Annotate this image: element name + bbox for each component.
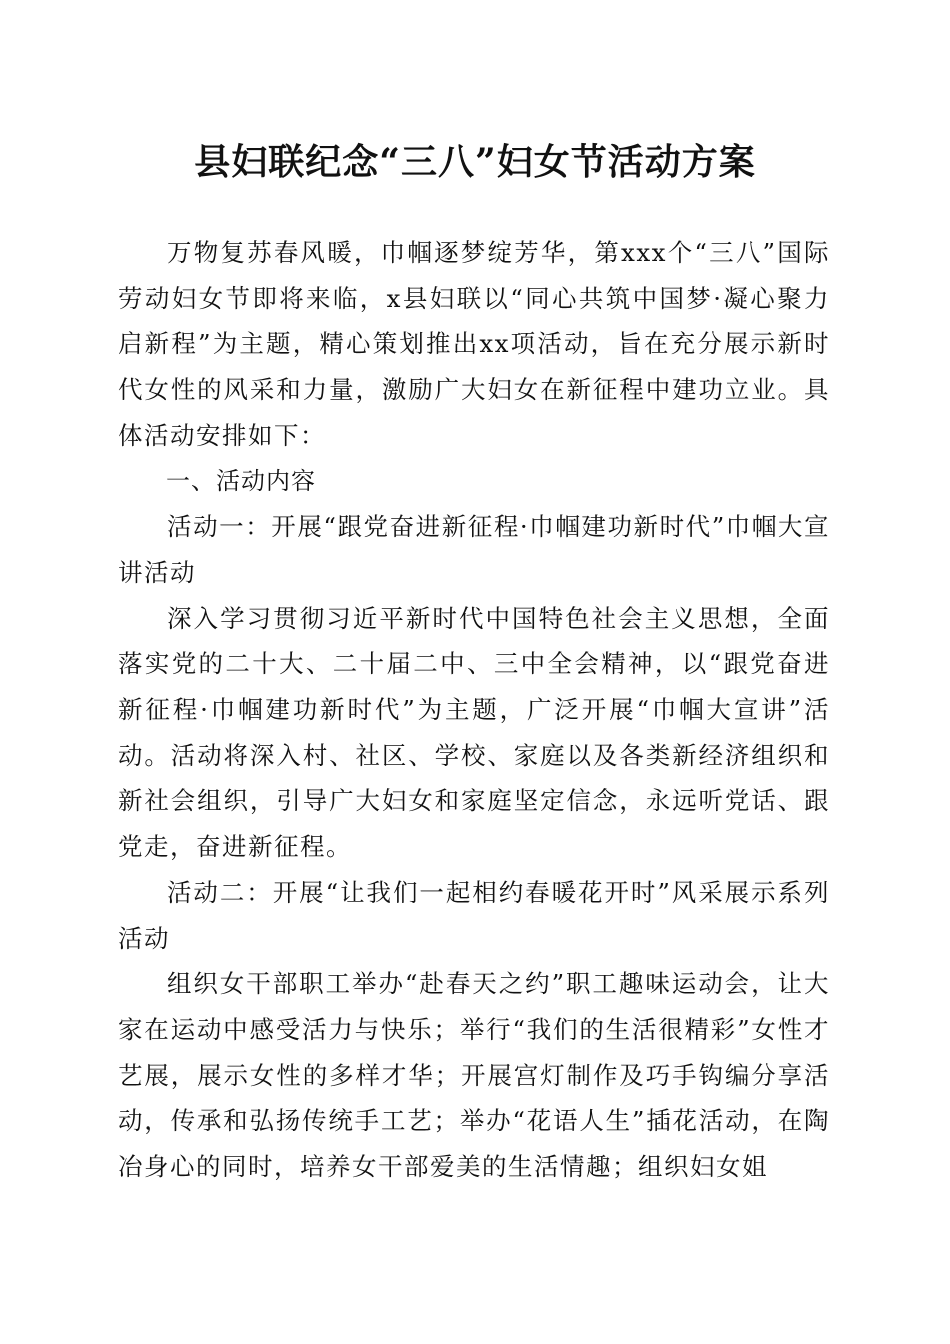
- activity-two-paragraph: 组织女干部职工举办“赴春天之约”职工趣味运动会，让大家在运动中感受活力与快乐；举行“我们的生活很精彩”女性才艺展，展示女性的多样才华；开展宫灯制作及巧手钩编分享活动，传承和弘扬传统手工艺；举办“花语人生”插花活动，在陶冶身心的同时，培养女干部爱美的生活情趣；组织妇女姐: [118, 969, 830, 1182]
- activity-one-title: 活动一：开展“跟党奋进新征程·巾帼建功新时代”巾帼大宣讲活动: [118, 512, 830, 587]
- intro-paragraph: 万物复苏春风暖，巾帼逐梦绽芳华，第xxx个“三八”国际劳动妇女节即将来临，x县妇联以“同心共筑中国梦·凝心聚力启新程”为主题，精心策划推出xx项活动，旨在充分展示新时代女性的风采和力量，激励广大妇女在新征程中建功立业。具体活动安排如下：: [118, 238, 830, 450]
- activity-one-paragraph: 深入学习贯彻习近平新时代中国特色社会主义思想，全面落实党的二十大、二十届二中、三中全会精神，以“跟党奋进新征程·巾帼建功新时代”为主题，广泛开展“巾帼大宣讲”活动。活动将深入村、社区、学校、家庭以及各类新经济组织和新社会组织，引导广大妇女和家庭坚定信念，永远听党话、跟党走，奋进新征程。: [118, 603, 830, 862]
- document-body: [118, 230, 830, 1190]
- section-heading-activity-content: 一、活动内容: [166, 466, 316, 495]
- document-title: 县妇联纪念“三八”妇女节活动方案: [194, 141, 756, 183]
- activity-two-title: 活动二：开展“让我们一起相约春暖花开时”风采展示系列活动: [118, 877, 830, 953]
